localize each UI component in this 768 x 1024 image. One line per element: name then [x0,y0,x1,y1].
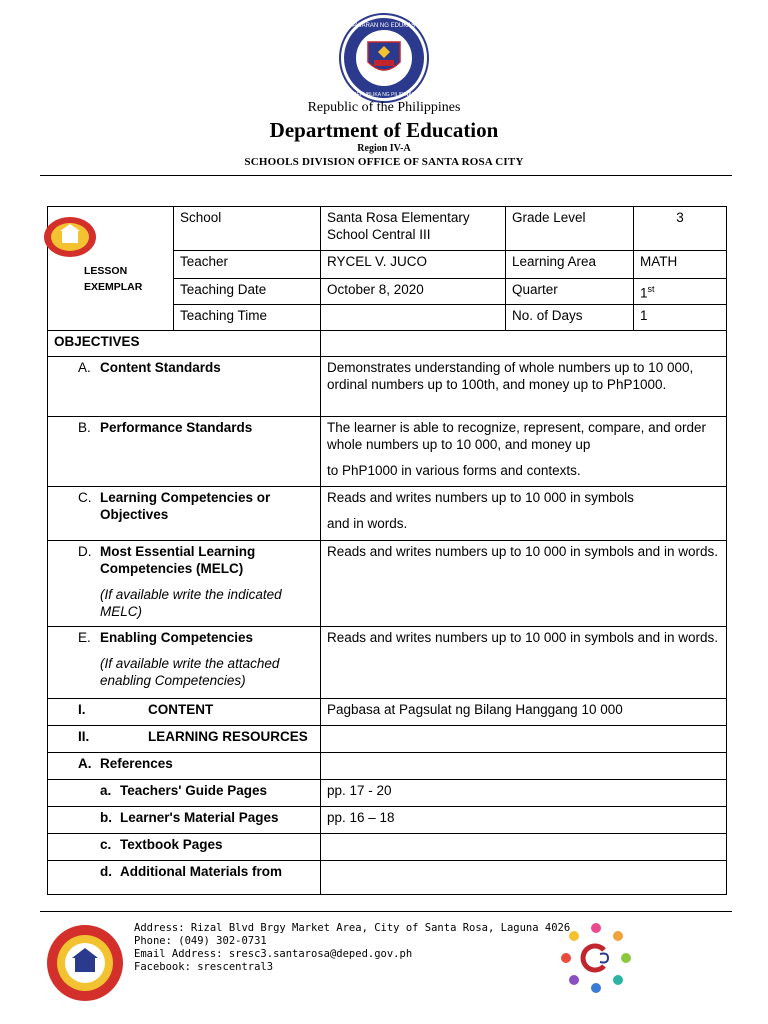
quarter-value [634,279,727,305]
region-label: Region IV-A [357,143,411,154]
school-seal-logo [46,924,124,1002]
grade-label: Grade Level [506,207,634,251]
content-label [48,699,321,726]
references-label [48,753,321,780]
teacher-value: RYCEL V. JUCO [321,251,506,279]
learning-competencies-label [48,487,321,541]
item-label: CONTENT [148,702,214,717]
item-label: Teachers' Guide Pages [120,783,268,798]
learning-competencies-text-2: and in words. [327,516,408,531]
svg-text:REPUBLIKA NG PILIPINAS: REPUBLIKA NG PILIPINAS [353,92,415,98]
melc-label [48,541,321,627]
item-label: Performance Standards [100,420,253,435]
time-value [321,305,506,331]
teacher-label: Teacher [174,251,321,279]
additional-materials-value [321,861,727,895]
grade-value: 3 [634,207,727,251]
school-logo [42,215,98,259]
item-letter: B. [78,420,91,435]
item-number: II. [78,729,90,744]
enabling-competencies-label [48,627,321,699]
school-value: Santa Rosa Elementary School Central III [321,207,506,251]
item-letter: d. [100,864,112,879]
date-label: Teaching Date [174,279,321,305]
date-value: October 8, 2020 [321,279,506,305]
performance-standards-label [48,417,321,487]
division-label: SCHOOLS DIVISION OFFICE OF SANTA ROSA CITY [244,156,524,168]
learning-competencies-value [321,487,727,541]
item-label: Most Essential Learning Competencies (MELC) [100,544,256,576]
footer-divider [40,911,732,912]
item-letter: A. [78,360,91,375]
item-label: Learning Competencies or Objectives [100,490,271,522]
footer-phone: Phone: (049) 302-0731 [134,935,267,947]
item-letter: c. [100,837,112,852]
footer-facebook: Facebook: srescentral3 [134,961,274,973]
enabling-note: (If available write the attached enabling Competencies) [100,656,280,688]
item-letter: E. [78,630,91,645]
item-label: LEARNING RESOURCES [148,729,308,744]
references-value [321,753,727,780]
lesson-exemplar-table [47,206,727,895]
learning-resources-value [321,726,727,753]
content-value: Pagbasa at Pagsulat ng Bilang Hanggang 10 000 [321,699,727,726]
area-value: MATH [634,251,727,279]
item-letter: A. [78,756,92,771]
quarter-label: Quarter [506,279,634,305]
lesson-logo-cell [48,207,174,331]
objectives-heading: OBJECTIVES [48,331,321,357]
content-standards-value: Demonstrates understanding of whole numbers up to 10 000, ordinal numbers up to 100th, and money up to PhP1000. [321,357,727,417]
learners-material-value: pp. 16 – 18 [321,807,727,834]
time-label: Teaching Time [174,305,321,331]
footer-contact [134,922,570,974]
republic-title: Republic of the Philippines [307,100,461,115]
additional-materials-label [48,861,321,895]
item-letter: a. [100,783,112,798]
footer-address: Address: Rizal Blvd Brgy Market Area, City of Santa Rosa, Laguna 4026 [134,922,571,934]
enabling-competencies-value: Reads and writes numbers up to 10 000 in symbols and in words. [321,627,727,699]
performance-standards-text-1: The learner is able to recognize, represent, compare, and order whole numbers up to 10 000, and money up [327,420,706,452]
content-standards-label [48,357,321,417]
lesson-exemplar-label [84,263,142,295]
footer-email: Email Address: sresc3.santarosa@deped.gov.ph [134,948,413,960]
item-label: References [100,756,173,771]
textbook-value [321,834,727,861]
department-title: Department of Education [269,118,499,142]
lesson-label-line1: LESSON [84,265,128,277]
item-letter: C. [78,490,92,505]
header-divider [40,175,732,176]
days-value: 1 [634,305,727,331]
item-letter: b. [100,810,112,825]
item-number: I. [78,702,86,717]
item-label: Additional Materials from [120,864,283,879]
learners-material-label [48,807,321,834]
svg-text:KAGAWARAN NG EDUKASYON: KAGAWARAN NG EDUKASYON [339,23,429,29]
school-label: School [174,207,321,251]
melc-value: Reads and writes numbers up to 10 000 in symbols and in words. [321,541,727,627]
textbook-label [48,834,321,861]
deped-seal-logo [338,12,430,104]
learning-competencies-text-1: Reads and writes numbers up to 10 000 in symbols [327,490,634,505]
item-label: Learner's Material Pages [120,810,279,825]
item-label: Content Standards [100,360,221,375]
item-label: Enabling Competencies [100,630,254,645]
lesson-label-line2: EXEMPLAR [84,281,143,293]
teachers-guide-value: pp. 17 - 20 [321,780,727,807]
performance-standards-text-2: to PhP1000 in various forms and contexts. [327,463,581,478]
quarter-suffix: st [647,284,655,294]
learning-resources-label [48,726,321,753]
item-letter: D. [78,544,92,559]
performance-standards-value [321,417,727,487]
area-label: Learning Area [506,251,634,279]
teachers-guide-label [48,780,321,807]
item-label: Textbook Pages [120,837,223,852]
quarter-number: 1 [640,285,648,301]
objectives-value [321,331,727,357]
c3-logo [556,918,636,998]
days-label: No. of Days [506,305,634,331]
melc-note: (If available write the indicated MELC) [100,587,282,619]
